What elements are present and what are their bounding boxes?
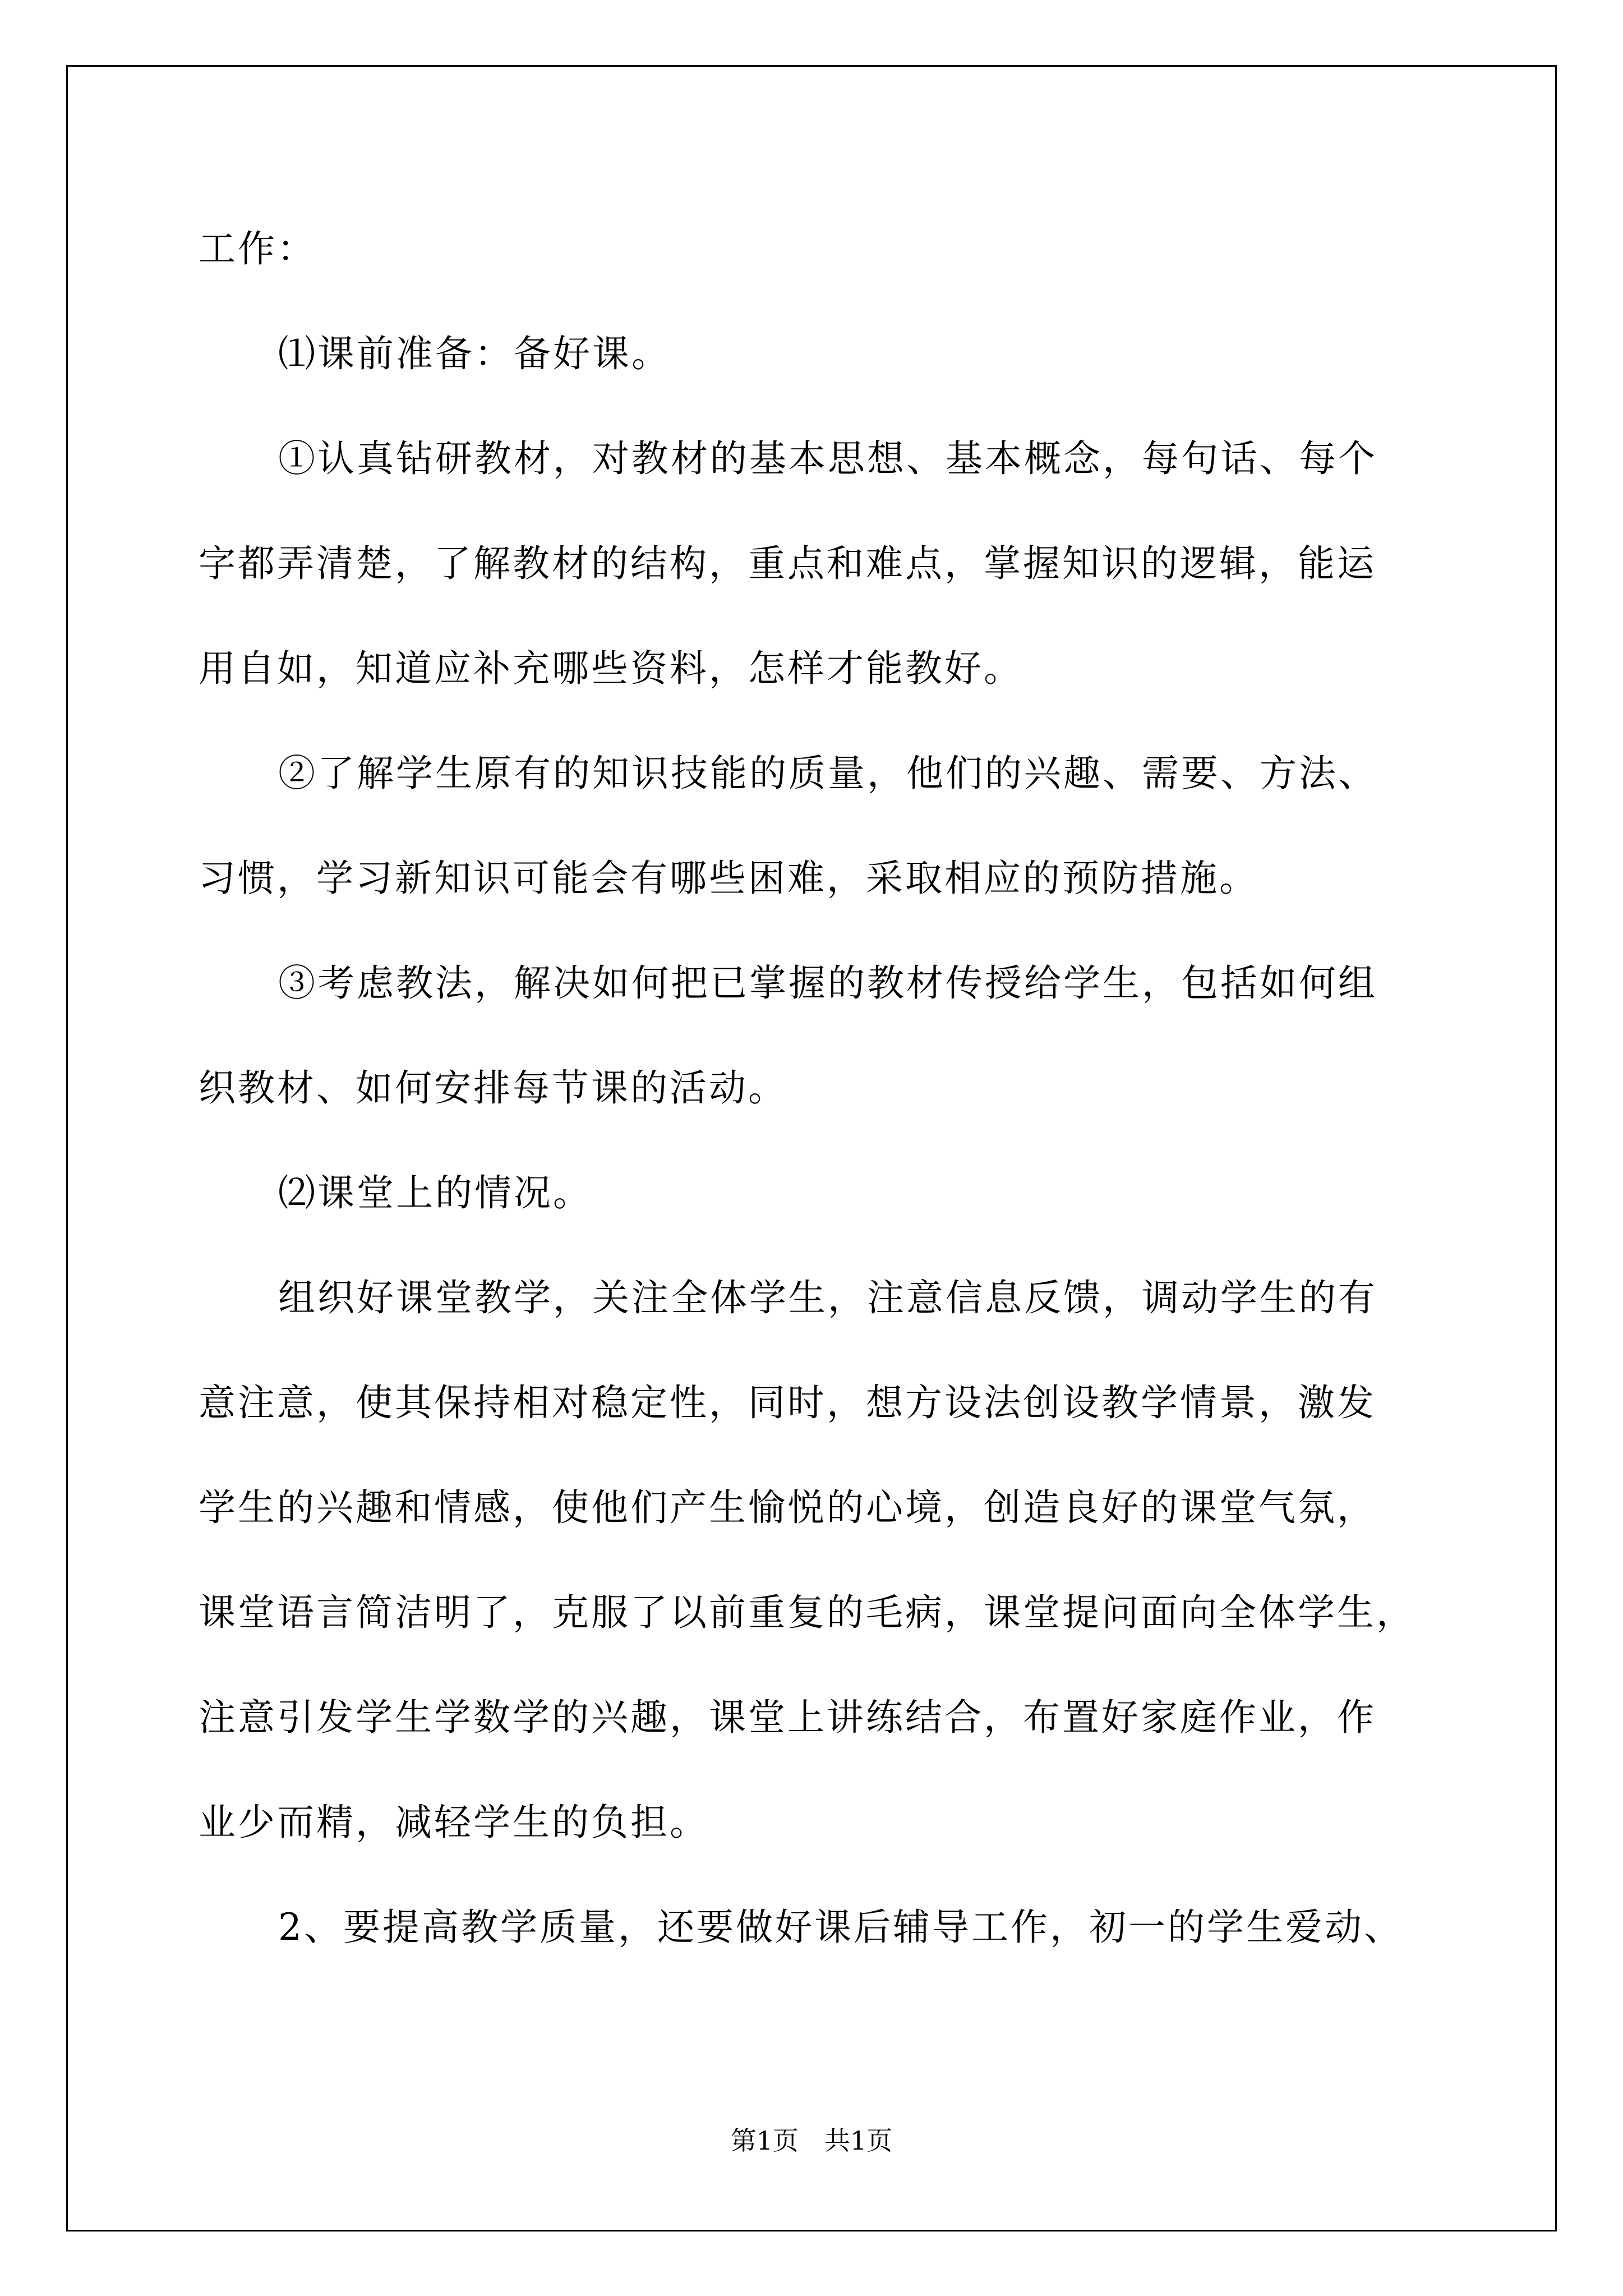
text-line: 用自如，知道应补充哪些资料，怎样才能教好。 bbox=[199, 647, 1023, 690]
page-footer: 第1页 共1页 bbox=[730, 2125, 893, 2156]
text-line: 学生的兴趣和情感，使他们产生愉悦的心境，创造良好的课堂气氛， bbox=[199, 1486, 1376, 1529]
text-line: 课堂语言简洁明了，克服了以前重复的毛病，课堂提问面向全体学生， bbox=[199, 1591, 1415, 1634]
text-line: 习惯，学习新知识可能会有哪些困难，采取相应的预防措施。 bbox=[199, 857, 1258, 900]
text-line: 字都弄清楚，了解教材的结构，重点和难点，掌握知识的逻辑，能运 bbox=[199, 542, 1376, 585]
text-line: 2、要提高教学质量，还要做好课后辅导工作，初一的学生爱动、 bbox=[278, 1906, 1403, 1949]
text-line: 工作： bbox=[199, 227, 316, 270]
text-line: 组织好课堂教学，关注全体学生，注意信息反馈，调动学生的有 bbox=[278, 1276, 1377, 1319]
text-line: ⑵课堂上的情况。 bbox=[278, 1171, 592, 1214]
text-line: 织教材、如何安排每节课的活动。 bbox=[199, 1066, 787, 1110]
text-line: 注意引发学生学数学的兴趣，课堂上讲练结合，布置好家庭作业，作 bbox=[199, 1696, 1376, 1739]
text-line: 业少而精，减轻学生的负担。 bbox=[199, 1801, 709, 1844]
text-line: ③考虑教法，解决如何把已掌握的教材传授给学生，包括如何组 bbox=[278, 961, 1377, 1005]
text-line: ⑴课前准备：备好课。 bbox=[278, 332, 671, 375]
text-line: ②了解学生原有的知识技能的质量，他们的兴趣、需要、方法、 bbox=[278, 752, 1377, 795]
text-line: 意注意，使其保持相对稳定性，同时，想方设法创设教学情景，激发 bbox=[199, 1381, 1376, 1424]
text-line: ①认真钻研教材，对教材的基本思想、基本概念，每句话、每个 bbox=[278, 437, 1377, 480]
